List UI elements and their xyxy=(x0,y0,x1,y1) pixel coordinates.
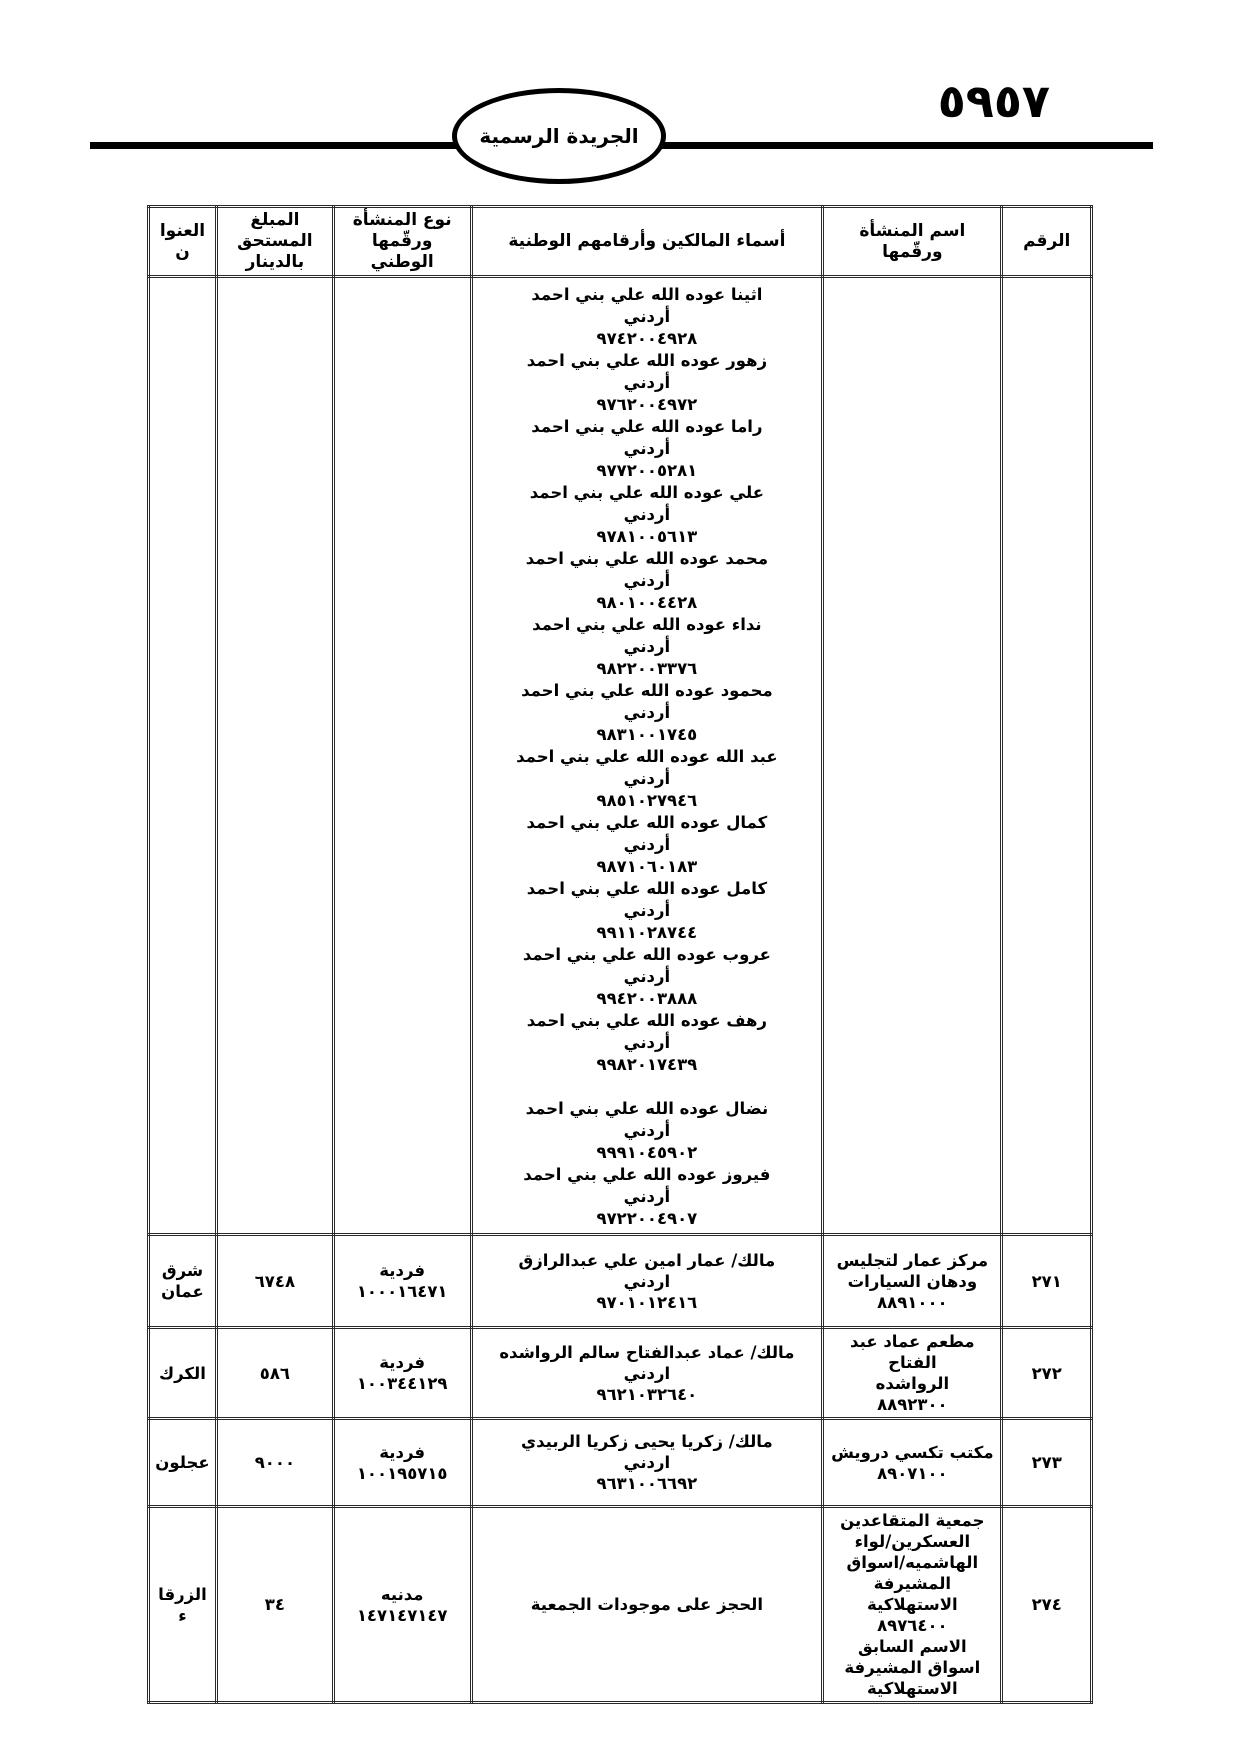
cell-establishment: مركز عمار لتجليس ودهان السيارات ٨٨٩١٠٠٠ xyxy=(823,1235,1002,1328)
cell-type: مدنيه ١٤٧١٤٧١٤٧ xyxy=(333,1507,471,1703)
cell-amount xyxy=(216,277,333,1235)
cell-establishment: مكتب تكسي درويش ٨٩٠٧١٠٠ xyxy=(823,1419,1002,1507)
col-header-owners: أسماء المالكين وأرقامهم الوطنية xyxy=(471,207,823,277)
cell-address: الكرك xyxy=(149,1328,217,1419)
table-row-273 xyxy=(149,1419,1092,1507)
cell-number: ٢٧٤ xyxy=(1002,1507,1092,1703)
table-row-271 xyxy=(149,1235,1092,1328)
cell-owners: مالك/ عمار امين علي عبدالرازق اردني ٩٧٠١٠١٢٤١٦ xyxy=(471,1235,823,1328)
page-number: ٥٩٥٧ xyxy=(937,74,1050,128)
header-row xyxy=(149,207,1092,277)
table-row-continuation xyxy=(149,277,1092,1235)
cell-amount: ٥٨٦ xyxy=(216,1328,333,1419)
cell-establishment: مطعم عماد عبد الفتاح الرواشده ٨٨٩٢٣٠٠ xyxy=(823,1328,1002,1419)
cell-address: شرق عمان xyxy=(149,1235,217,1328)
col-header-type: نوع المنشأة ورقّمها الوطني xyxy=(333,207,471,277)
table-row-272 xyxy=(149,1328,1092,1419)
cell-number: ٢٧١ xyxy=(1002,1235,1092,1328)
table-row-274 xyxy=(149,1507,1092,1703)
records-table xyxy=(147,205,1093,1704)
col-header-amount: المبلغ المستحق بالدينار xyxy=(216,207,333,277)
gazette-title: الجريدة الرسمية xyxy=(479,124,639,148)
cell-owners: مالك/ زكريا يحيى زكريا الربيدي اردني ٩٦٣١٠٠٦٦٩٢ xyxy=(471,1419,823,1507)
cell-amount: ٩٠٠٠ xyxy=(216,1419,333,1507)
cell-number xyxy=(1002,277,1092,1235)
cell-number: ٢٧٢ xyxy=(1002,1328,1092,1419)
cell-amount: ٦٧٤٨ xyxy=(216,1235,333,1328)
cell-type: فردية ١٠٠٣٤٤١٢٩ xyxy=(333,1328,471,1419)
cell-address: الزرقاء xyxy=(149,1507,217,1703)
cell-establishment xyxy=(823,277,1002,1235)
cell-owners: مالك/ عماد عبدالفتاح سالم الرواشده اردني ٩٦٢١٠٣٢٦٤٠ xyxy=(471,1328,823,1419)
cell-address xyxy=(149,277,217,1235)
cell-establishment: جمعية المتقاعدين العسكرين/لواء الهاشميه/اسواق المشيرفة الاستهلاكية ٨٩٧٦٤٠٠ الاسم السابق اسواق المشيرفة الاستهلاكية xyxy=(823,1507,1002,1703)
col-header-number: الرقم xyxy=(1002,207,1092,277)
gazette-seal xyxy=(452,88,666,184)
col-header-address: العنوان xyxy=(149,207,217,277)
cell-owners: الحجز على موجودات الجمعية xyxy=(471,1507,823,1703)
cell-owners: اثينا عوده الله علي بني احمد أردني ٩٧٤٢٠٠٤٩٢٨ زهور عوده الله علي بني احمد أردني ٩٧٦٢٠٠٤٩٧٢ راما عوده الله علي بني احمد أردني ٩٧٧٢٠٠٥٢٨١ علي عوده الله علي بني احمد أردني ٩٧٨١٠٠٥٦١٣ محمد عوده الله علي بني احمد أردني ٩٨٠١٠٠٤٤٢٨ نداء عوده الله علي بني احمد أردني ٩٨٢٢٠٠٣٣٧٦ محمود عوده الله علي بني احمد أردني ٩٨٣١٠٠١٧٤٥ عبد الله عوده الله علي بني احمد أردني ٩٨٥١٠٢٧٩٤٦ كمال عوده الله علي بني احمد أردني ٩٨٧١٠٦٠١٨٣ كامل عوده الله علي بني احمد أردني ٩٩١١٠٢٨٧٤٤ عروب عوده الله علي بني احمد أردني ٩٩٤٢٠٠٣٨٨٨ رهف عوده الله علي بني احمد أردني ٩٩٨٢٠١٧٤٣٩ نضال عوده الله علي بني احمد أردني ٩٩٩١٠٤٥٩٠٢ فيروز عوده الله علي بني احمد أردني ٩٧٢٢٠٠٤٩٠٧ xyxy=(471,277,823,1235)
col-header-establishment: اسم المنشأة ورقّمها xyxy=(823,207,1002,277)
cell-address: عجلون xyxy=(149,1419,217,1507)
cell-type xyxy=(333,277,471,1235)
cell-number: ٢٧٣ xyxy=(1002,1419,1092,1507)
cell-type: فردية ١٠٠٠١٦٤٧١ xyxy=(333,1235,471,1328)
cell-type: فردية ١٠٠١٩٥٧١٥ xyxy=(333,1419,471,1507)
cell-amount: ٣٤ xyxy=(216,1507,333,1703)
